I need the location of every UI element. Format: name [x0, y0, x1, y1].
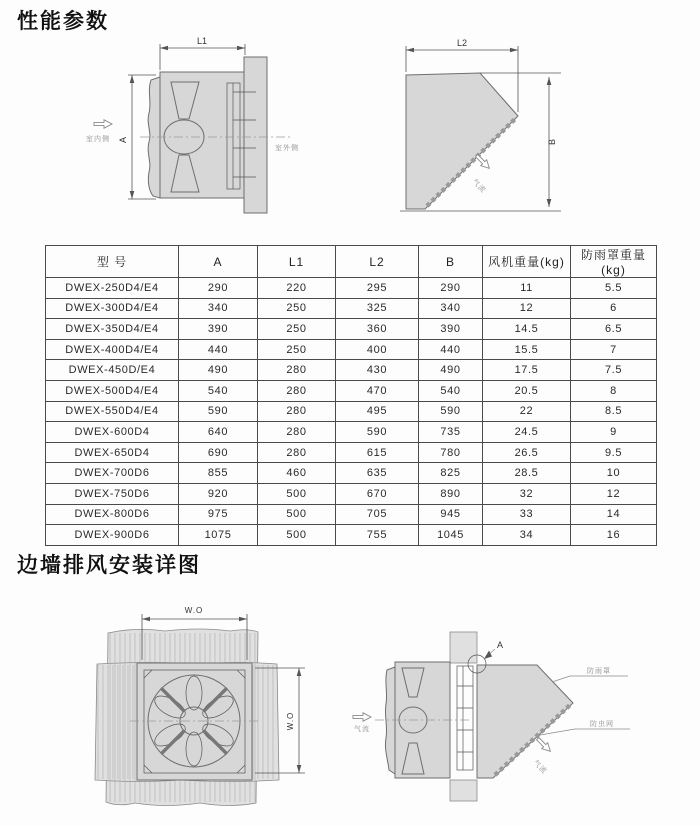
model-cell: DWEX-700D6	[46, 463, 179, 484]
header-row	[46, 246, 657, 278]
model-cell: DWEX-250D4/E4	[46, 278, 179, 299]
value-cell: 295	[336, 278, 419, 299]
value-cell: 390	[179, 319, 258, 340]
detail-label: A	[497, 640, 504, 650]
value-cell: 500	[258, 483, 336, 504]
value-cell: 14.5	[483, 319, 571, 340]
value-cell: 735	[419, 422, 483, 443]
dim-label-l1: L1	[196, 36, 208, 46]
value-cell: 945	[419, 504, 483, 525]
table-row	[46, 401, 657, 422]
insect-net-leader	[540, 729, 630, 735]
value-cell: 540	[419, 380, 483, 401]
value-cell: 9	[571, 422, 657, 443]
model-cell: DWEX-400D4/E4	[46, 339, 179, 360]
model-cell: DWEX-800D6	[46, 504, 179, 525]
value-cell: 250	[258, 339, 336, 360]
airflow-arrow-icon	[94, 120, 112, 128]
value-cell: 540	[179, 380, 258, 401]
value-cell: 920	[179, 483, 258, 504]
dim-label-b: B	[547, 138, 557, 146]
airflow-out-label: 气流	[531, 759, 548, 776]
value-cell: 590	[419, 401, 483, 422]
value-cell: 17.5	[483, 360, 571, 381]
value-cell: 10	[571, 463, 657, 484]
value-cell: 8.5	[571, 401, 657, 422]
table-row	[46, 525, 657, 546]
value-cell: 670	[336, 483, 419, 504]
rain-hood-shape	[477, 665, 573, 778]
value-cell: 490	[179, 360, 258, 381]
airflow-in-label: 气流	[354, 726, 370, 733]
table-row	[46, 442, 657, 463]
performance-diagrams	[0, 0, 700, 232]
fan-frame-outer	[137, 663, 252, 780]
value-cell: 640	[179, 422, 258, 443]
value-cell: 11	[483, 278, 571, 299]
column-header: L1	[258, 246, 336, 278]
wall-stub-top	[450, 632, 477, 663]
value-cell: 280	[258, 422, 336, 443]
value-cell: 360	[336, 319, 419, 340]
value-cell: 340	[179, 298, 258, 319]
spec-table	[45, 245, 657, 546]
column-header: L2	[336, 246, 419, 278]
value-cell: 280	[258, 360, 336, 381]
value-cell: 12	[483, 298, 571, 319]
rain-hood-drawing	[400, 38, 561, 211]
value-cell: 7	[571, 339, 657, 360]
value-cell: 5.5	[571, 278, 657, 299]
table-row	[46, 504, 657, 525]
value-cell: 460	[258, 463, 336, 484]
wall-stub-bottom	[450, 780, 477, 801]
table-row	[46, 380, 657, 401]
value-cell: 430	[336, 360, 419, 381]
model-cell: DWEX-500D4/E4	[46, 380, 179, 401]
dim-label-wo-right: W.O	[286, 711, 295, 731]
model-cell: DWEX-900D6	[46, 525, 179, 546]
model-cell: DWEX-600D4	[46, 422, 179, 443]
column-header: B	[419, 246, 483, 278]
value-cell: 890	[419, 483, 483, 504]
value-cell: 9.5	[571, 442, 657, 463]
model-cell: DWEX-450D/E4	[46, 360, 179, 381]
value-cell: 755	[336, 525, 419, 546]
value-cell: 975	[179, 504, 258, 525]
value-cell: 220	[258, 278, 336, 299]
value-cell: 20.5	[483, 380, 571, 401]
model-cell: DWEX-750D6	[46, 483, 179, 504]
airflow-in-arrow-icon	[353, 713, 371, 721]
inlet-bell-shape	[148, 77, 160, 198]
value-cell: 615	[336, 442, 419, 463]
wall-plate-shape	[244, 57, 267, 213]
fan-side-view-drawing	[86, 36, 299, 213]
value-cell: 8	[571, 380, 657, 401]
outdoor-side-label: 室外侧	[275, 145, 299, 152]
value-cell: 1075	[179, 525, 258, 546]
airflow-label: 气流	[470, 178, 487, 195]
rain-hood-label: 防雨罩	[587, 668, 611, 675]
value-cell: 290	[419, 278, 483, 299]
value-cell: 280	[258, 442, 336, 463]
value-cell: 250	[258, 319, 336, 340]
column-header: 防雨罩重量(kg)	[571, 246, 657, 278]
airflow-arrow-icon	[474, 153, 493, 172]
column-header: 型 号	[46, 246, 179, 278]
value-cell: 500	[258, 525, 336, 546]
value-cell: 780	[419, 442, 483, 463]
value-cell: 34	[483, 525, 571, 546]
model-cell: DWEX-550D4/E4	[46, 401, 179, 422]
table-row	[46, 422, 657, 443]
model-cell: DWEX-650D4	[46, 442, 179, 463]
rain-hood-leader	[552, 676, 628, 682]
value-cell: 705	[336, 504, 419, 525]
value-cell: 290	[179, 278, 258, 299]
value-cell: 280	[258, 380, 336, 401]
value-cell: 1045	[419, 525, 483, 546]
value-cell: 250	[258, 298, 336, 319]
value-cell: 590	[336, 422, 419, 443]
section-title-performance: 性能参数	[17, 10, 109, 33]
insect-net-label: 防虫网	[590, 721, 614, 728]
install-side-view-drawing	[353, 632, 630, 801]
inlet-bell-shape	[385, 667, 395, 774]
value-cell: 26.5	[483, 442, 571, 463]
value-cell: 33	[483, 504, 571, 525]
value-cell: 15.5	[483, 339, 571, 360]
value-cell: 590	[179, 401, 258, 422]
value-cell: 690	[179, 442, 258, 463]
dim-label-wo-top: W.O	[184, 606, 204, 615]
value-cell: 855	[179, 463, 258, 484]
shutter-flaps	[457, 686, 473, 752]
value-cell: 16	[571, 525, 657, 546]
value-cell: 7.5	[571, 360, 657, 381]
value-cell: 280	[258, 401, 336, 422]
value-cell: 6.5	[571, 319, 657, 340]
value-cell: 440	[419, 339, 483, 360]
value-cell: 390	[419, 319, 483, 340]
airflow-out-arrow-icon	[535, 736, 554, 755]
dim-label-l2: L2	[456, 38, 468, 48]
value-cell: 32	[483, 483, 571, 504]
value-cell: 470	[336, 380, 419, 401]
dim-label-a: A	[118, 136, 128, 144]
model-cell: DWEX-350D4/E4	[46, 319, 179, 340]
value-cell: 440	[179, 339, 258, 360]
value-cell: 24.5	[483, 422, 571, 443]
value-cell: 14	[571, 504, 657, 525]
rain-hood-shape	[406, 73, 518, 209]
installation-diagrams	[0, 598, 700, 826]
install-front-view-drawing	[95, 606, 305, 806]
value-cell: 490	[419, 360, 483, 381]
model-cell: DWEX-300D4/E4	[46, 298, 179, 319]
value-cell: 495	[336, 401, 419, 422]
table-row	[46, 339, 657, 360]
table-row	[46, 278, 657, 299]
value-cell: 825	[419, 463, 483, 484]
section-title-installation: 边墙排风安装详图	[17, 554, 201, 577]
value-cell: 500	[258, 504, 336, 525]
column-header: 风机重量(kg)	[483, 246, 571, 278]
value-cell: 635	[336, 463, 419, 484]
value-cell: 6	[571, 298, 657, 319]
table-row	[46, 319, 657, 340]
value-cell: 28.5	[483, 463, 571, 484]
value-cell: 325	[336, 298, 419, 319]
value-cell: 22	[483, 401, 571, 422]
table-row	[46, 483, 657, 504]
shutter-column	[457, 666, 473, 770]
indoor-side-label: 室内侧	[86, 136, 110, 143]
value-cell: 12	[571, 483, 657, 504]
table-row	[46, 298, 657, 319]
table-row	[46, 463, 657, 484]
table-row	[46, 360, 657, 381]
value-cell: 400	[336, 339, 419, 360]
value-cell: 340	[419, 298, 483, 319]
column-header: A	[179, 246, 258, 278]
